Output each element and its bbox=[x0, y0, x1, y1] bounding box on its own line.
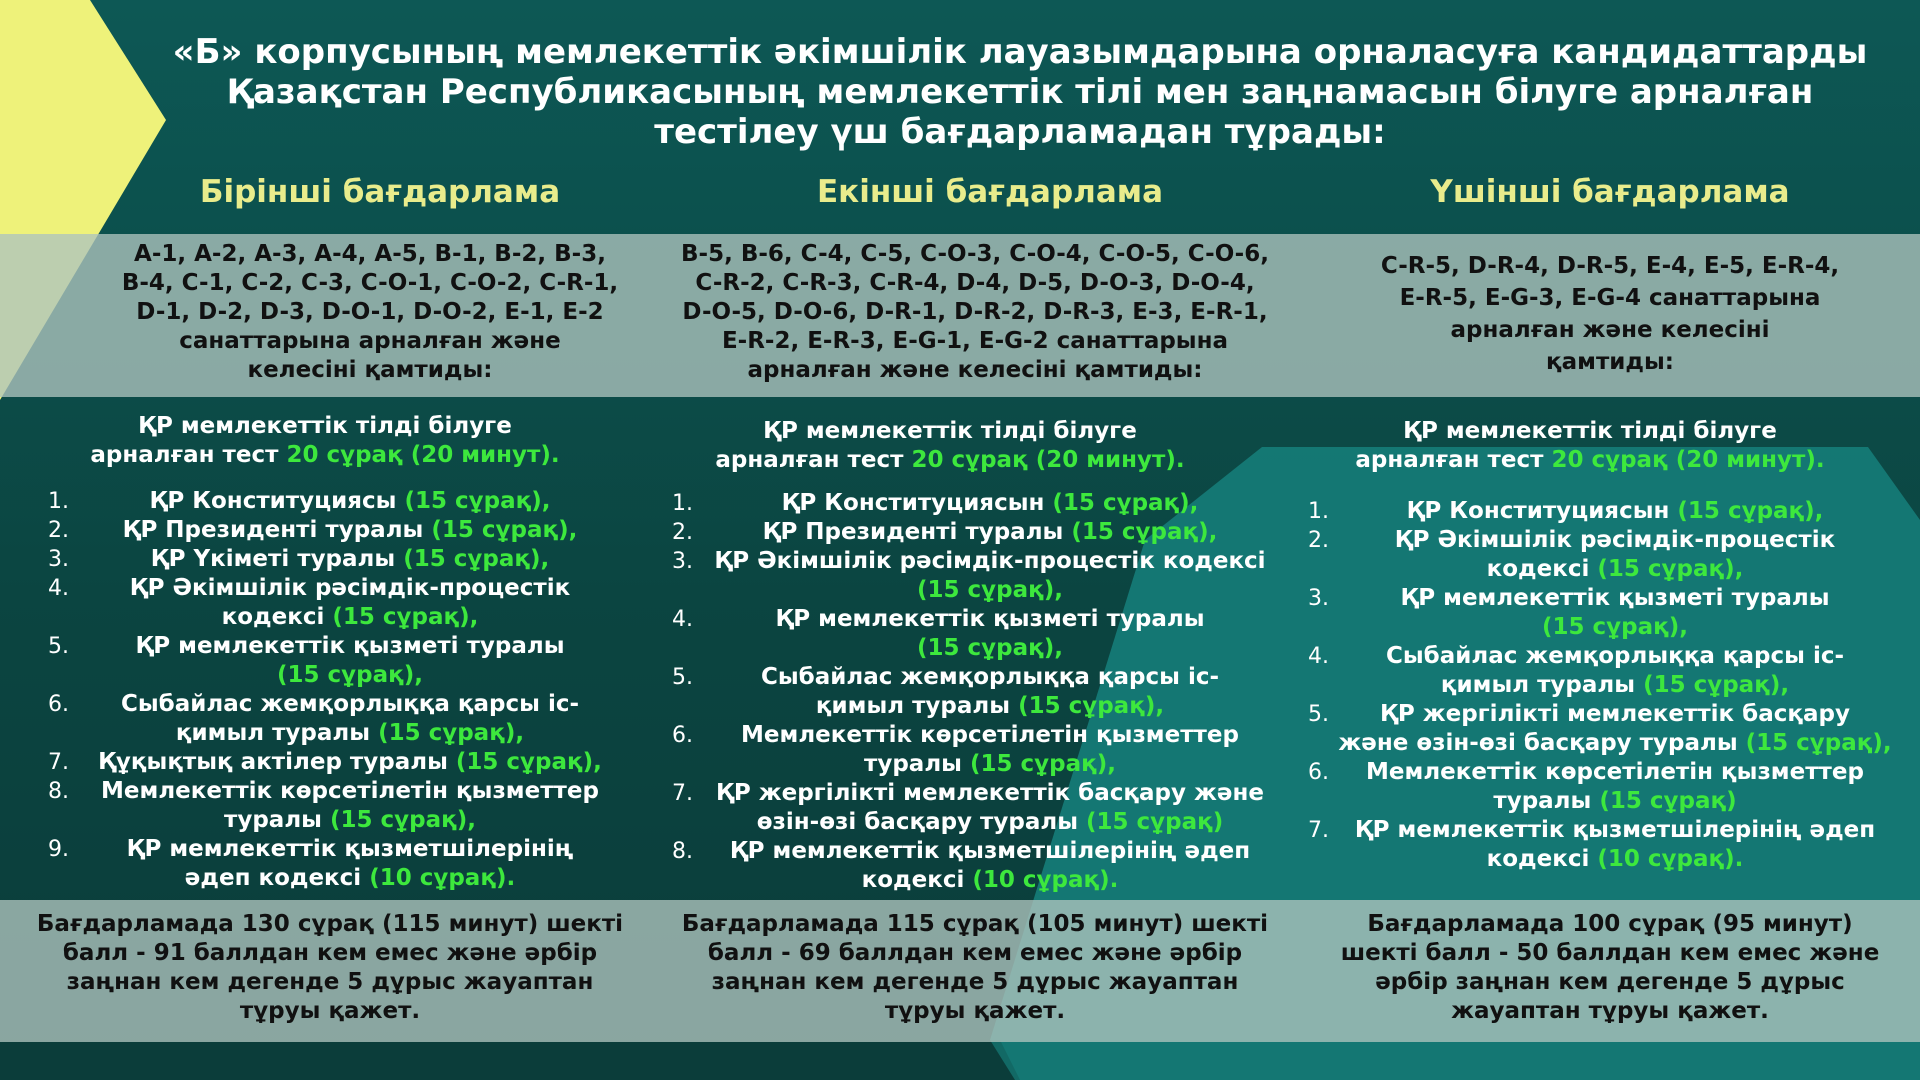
list-item bbox=[70, 545, 630, 574]
title-line-2: Қазақстан Республикасының мемлекеттік тілі мен заңнамасын білуге арналған bbox=[226, 72, 1814, 112]
list-item-number: 9. bbox=[48, 837, 69, 862]
list-item-line bbox=[1330, 613, 1900, 642]
category-line: A-1, A-2, A-3, A-4, A-5, B-1, B-2, B-3, bbox=[134, 241, 606, 267]
category-line: қамтиды: bbox=[1546, 349, 1674, 375]
question-count: (15 сұрақ), bbox=[324, 604, 479, 630]
footer-line: тұруы қажет. bbox=[239, 998, 421, 1024]
list-item-number: 8. bbox=[672, 839, 693, 864]
list-item-line bbox=[70, 632, 630, 661]
question-count: (10 сұрақ). bbox=[361, 865, 516, 891]
title-line-3: тестілеу үш бағдарламадан тұрады: bbox=[654, 112, 1386, 152]
list-item-line bbox=[70, 603, 630, 632]
list-item-line bbox=[70, 835, 630, 864]
category-line: E-R-2, E-R-3, E-G-1, E-G-2 санаттарына bbox=[721, 328, 1229, 354]
list-item-line bbox=[70, 748, 630, 777]
list-item bbox=[70, 516, 630, 545]
list-item bbox=[70, 574, 630, 632]
list-item-text: қимыл туралы bbox=[815, 693, 1011, 719]
question-count: (15 сұрақ), bbox=[423, 517, 578, 543]
list-item bbox=[1330, 497, 1900, 526]
list-item-text: әдеп кодексі bbox=[184, 865, 362, 891]
list-item-line bbox=[1330, 526, 1900, 555]
list-item-line bbox=[690, 692, 1290, 721]
list-item bbox=[1330, 526, 1900, 584]
footer-line: балл - 69 баллдан кем емес және әрбір bbox=[707, 940, 1243, 966]
list-item-text: өзін-өзі басқару туралы bbox=[756, 809, 1079, 835]
list-item-number: 6. bbox=[48, 692, 69, 717]
list-item bbox=[690, 605, 1290, 663]
list-item-text: ҚР Әкімшілік рәсімдік-процестік bbox=[129, 575, 571, 601]
program-2-categories bbox=[660, 240, 1290, 385]
list-item-text: ҚР Әкімшілік рәсімдік-процестік bbox=[1394, 527, 1836, 553]
intro-text: арналған тест bbox=[90, 442, 279, 468]
list-item-line bbox=[690, 489, 1290, 518]
list-item-line bbox=[70, 719, 630, 748]
list-item-text: Сыбайлас жемқорлыққа қарсы іс- bbox=[1385, 643, 1845, 669]
list-item-text: ҚР Конституциясы bbox=[149, 488, 397, 514]
question-count: (15 сұрақ), bbox=[917, 635, 1063, 661]
list-item-line bbox=[690, 634, 1290, 663]
list-item-number: 8. bbox=[48, 779, 69, 804]
list-item-text: ҚР жергілікті мемлекеттік басқару bbox=[1380, 701, 1850, 727]
list-item-line bbox=[1330, 787, 1900, 816]
intro-text: арналған тест bbox=[715, 447, 904, 473]
list-item bbox=[1330, 584, 1900, 642]
list-item-text: ҚР мемлекеттік қызметшілерінің әдеп bbox=[729, 838, 1251, 864]
question-count: (15 сұрақ), bbox=[395, 546, 550, 572]
list-item-line bbox=[70, 690, 630, 719]
list-item-text: Құқықтық актілер туралы bbox=[98, 749, 448, 775]
list-item bbox=[690, 518, 1290, 547]
list-item-text: ҚР Әкімшілік рәсімдік-процестік кодексі bbox=[714, 548, 1266, 574]
list-item-line bbox=[70, 806, 630, 835]
program-2-heading: Екінші бағдарлама bbox=[816, 174, 1164, 210]
list-item-text: кодексі bbox=[221, 604, 325, 630]
list-item-line bbox=[1330, 555, 1900, 584]
category-line: E-R-5, E-G-3, E-G-4 санаттарына bbox=[1399, 285, 1821, 311]
category-line: C-R-2, C-R-3, C-R-4, D-4, D-5, D-O-3, D-O-4, bbox=[695, 270, 1255, 296]
list-item-line bbox=[1330, 497, 1900, 526]
list-item-number: 4. bbox=[1308, 644, 1329, 669]
list-item bbox=[1330, 700, 1900, 758]
list-item-text: Сыбайлас жемқорлыққа қарсы іс- bbox=[120, 691, 580, 717]
question-count: (10 сұрақ). bbox=[964, 867, 1119, 893]
footer-line: әрбір заңнан кем дегенде 5 дұрыс bbox=[1375, 969, 1845, 995]
question-count: (15 сұрақ), bbox=[277, 662, 423, 688]
program-1-categories bbox=[100, 240, 640, 385]
program-3-footer bbox=[1320, 910, 1900, 1026]
list-item bbox=[690, 837, 1290, 895]
list-item-line bbox=[1330, 758, 1900, 787]
list-item-line bbox=[1330, 816, 1900, 845]
list-item bbox=[690, 547, 1290, 605]
question-count: (15 сұрақ), bbox=[1669, 498, 1824, 524]
list-item-text: қимыл туралы bbox=[175, 720, 371, 746]
list-item-text: Мемлекеттік көрсетілетін қызметтер bbox=[1366, 759, 1864, 785]
footer-line: заңнан кем дегенде 5 дұрыс жауаптан bbox=[711, 969, 1239, 995]
question-count: (15 сұрақ), bbox=[961, 751, 1116, 777]
list-item-line bbox=[690, 576, 1290, 605]
program-2-intro bbox=[680, 417, 1220, 475]
list-item bbox=[70, 690, 630, 748]
list-item-text: және өзін-өзі басқару туралы bbox=[1338, 730, 1738, 756]
list-item-text: ҚР жергілікті мемлекеттік басқару және bbox=[716, 780, 1264, 806]
list-item-line bbox=[1330, 671, 1900, 700]
list-item-line bbox=[70, 661, 630, 690]
intro-line bbox=[60, 441, 590, 470]
intro-duration: 20 сұрақ (20 минут). bbox=[903, 447, 1185, 473]
question-count: (15 сұрақ), bbox=[370, 720, 525, 746]
question-count: (15 сұрақ) bbox=[1078, 809, 1224, 835]
list-item-number: 7. bbox=[672, 781, 693, 806]
question-count: (15 сұрақ), bbox=[1063, 519, 1218, 545]
question-count: (15 сұрақ), bbox=[1589, 556, 1744, 582]
list-item-line bbox=[70, 545, 630, 574]
list-item bbox=[1330, 816, 1900, 874]
list-item bbox=[70, 835, 630, 893]
list-item bbox=[1330, 642, 1900, 700]
program-3-heading: Үшінші бағдарлама bbox=[1430, 174, 1790, 210]
list-item-number: 1. bbox=[672, 491, 693, 516]
program-3-categories bbox=[1330, 250, 1890, 378]
question-count: (15 сұрақ), bbox=[1737, 730, 1892, 756]
list-item-line bbox=[690, 518, 1290, 547]
page-title bbox=[170, 32, 1870, 152]
list-item-text: ҚР Үкіметі туралы bbox=[150, 546, 396, 572]
intro-line: ҚР мемлекеттік тілді білуге bbox=[763, 418, 1137, 444]
question-count: (10 сұрақ). bbox=[1589, 846, 1744, 872]
program-1-intro bbox=[60, 412, 590, 470]
list-item-line bbox=[690, 750, 1290, 779]
category-line: C-R-5, D-R-4, D-R-5, E-4, E-5, E-R-4, bbox=[1380, 253, 1840, 279]
list-item bbox=[690, 721, 1290, 779]
list-item-number: 2. bbox=[1308, 528, 1329, 553]
list-item-number: 3. bbox=[672, 549, 693, 574]
question-count: (15 сұрақ), bbox=[917, 577, 1063, 603]
footer-line: шекті балл - 50 баллдан кем емес және bbox=[1340, 940, 1880, 966]
intro-text: арналған тест bbox=[1355, 447, 1544, 473]
list-item-number: 4. bbox=[672, 607, 693, 632]
list-item-line bbox=[1330, 700, 1900, 729]
list-item-line bbox=[690, 605, 1290, 634]
list-item-text: ҚР мемлекеттік қызметі туралы bbox=[775, 606, 1205, 632]
question-count: (15 сұрақ), bbox=[396, 488, 551, 514]
list-item-text: туралы bbox=[864, 751, 962, 777]
list-item-number: 1. bbox=[1308, 499, 1329, 524]
question-count: (15 сұрақ) bbox=[1591, 788, 1737, 814]
list-item-number: 7. bbox=[1308, 818, 1329, 843]
list-item-number: 5. bbox=[48, 634, 69, 659]
program-1-footer bbox=[20, 910, 640, 1026]
list-item-text: Мемлекеттік көрсетілетін қызметтер bbox=[741, 722, 1239, 748]
intro-line: ҚР мемлекеттік тілді білуге bbox=[138, 413, 512, 439]
category-line: арналған және келесіні қамтиды: bbox=[747, 357, 1203, 383]
list-item-line bbox=[1330, 729, 1900, 758]
list-item-number: 2. bbox=[672, 520, 693, 545]
list-item-number: 5. bbox=[672, 665, 693, 690]
list-item-number: 4. bbox=[48, 576, 69, 601]
list-item-line bbox=[690, 837, 1290, 866]
list-item-line bbox=[1330, 845, 1900, 874]
intro-duration: 20 сұрақ (20 минут). bbox=[1543, 447, 1825, 473]
intro-line bbox=[680, 446, 1220, 475]
list-item-text: ҚР мемлекеттік қызметшілерінің bbox=[126, 836, 574, 862]
intro-duration: 20 сұрақ (20 минут). bbox=[278, 442, 560, 468]
footer-line: Бағдарламада 130 сұрақ (115 минут) шекті bbox=[36, 911, 624, 937]
list-item-line bbox=[70, 574, 630, 603]
list-item-number: 7. bbox=[48, 750, 69, 775]
category-line: B-5, B-6, C-4, C-5, C-O-3, C-O-4, C-O-5, C-O-6, bbox=[681, 241, 1269, 267]
list-item-line bbox=[1330, 642, 1900, 671]
list-item-text: кодексі bbox=[861, 867, 965, 893]
list-item-text: ҚР мемлекеттік қызметшілерінің әдеп bbox=[1354, 817, 1876, 843]
list-item-line bbox=[70, 777, 630, 806]
list-item-line bbox=[690, 866, 1290, 895]
list-item-number: 5. bbox=[1308, 702, 1329, 727]
program-2-footer bbox=[660, 910, 1290, 1026]
program-1-heading: Бірінші бағдарлама bbox=[199, 174, 561, 210]
list-item-text: кодексі bbox=[1486, 846, 1590, 872]
footer-line: Бағдарламада 115 сұрақ (105 минут) шекті bbox=[681, 911, 1269, 937]
intro-line: ҚР мемлекеттік тілді білуге bbox=[1403, 418, 1777, 444]
list-item-number: 6. bbox=[672, 723, 693, 748]
list-item-line bbox=[70, 516, 630, 545]
list-item-line bbox=[70, 487, 630, 516]
list-item-line bbox=[690, 779, 1290, 808]
list-item-line bbox=[690, 663, 1290, 692]
list-item-number: 6. bbox=[1308, 760, 1329, 785]
question-count: (15 сұрақ), bbox=[321, 807, 476, 833]
question-count: (15 сұрақ), bbox=[1044, 490, 1199, 516]
category-line: D-1, D-2, D-3, D-O-1, D-O-2, E-1, E-2 bbox=[136, 299, 604, 325]
list-item bbox=[690, 489, 1290, 518]
list-item-text: Мемлекеттік көрсетілетін қызметтер bbox=[101, 778, 599, 804]
list-item bbox=[70, 748, 630, 777]
category-line: D-O-5, D-O-6, D-R-1, D-R-2, D-R-3, E-3, E-R-1, bbox=[682, 299, 1268, 325]
footer-line: заңнан кем дегенде 5 дұрыс жауаптан bbox=[66, 969, 594, 995]
list-item-number: 3. bbox=[48, 547, 69, 572]
list-item-text: ҚР Конституциясын bbox=[1406, 498, 1670, 524]
question-count: (15 сұрақ), bbox=[1010, 693, 1165, 719]
footer-line: тұруы қажет. bbox=[884, 998, 1066, 1024]
footer-line: жауаптан тұруы қажет. bbox=[1451, 998, 1769, 1024]
list-item-number: 1. bbox=[48, 489, 69, 514]
intro-line bbox=[1320, 446, 1860, 475]
program-3-intro bbox=[1320, 417, 1860, 475]
list-item-line bbox=[690, 547, 1290, 576]
footer-line: Бағдарламада 100 сұрақ (95 минут) bbox=[1367, 911, 1853, 937]
list-item-line bbox=[1330, 584, 1900, 613]
category-line: келесіні қамтиды: bbox=[247, 357, 493, 383]
question-count: (15 сұрақ), bbox=[1542, 614, 1688, 640]
list-item-text: ҚР Конституциясын bbox=[781, 490, 1045, 516]
title-line-1: «Б» корпусының мемлекеттік әкімшілік лауазымдарына орналасуға кандидаттарды bbox=[172, 32, 1868, 72]
list-item-text: кодексі bbox=[1486, 556, 1590, 582]
list-item-text: ҚР Президенті туралы bbox=[122, 517, 424, 543]
list-item bbox=[690, 779, 1290, 837]
list-item bbox=[70, 487, 630, 516]
list-item bbox=[1330, 758, 1900, 816]
list-item-line bbox=[690, 721, 1290, 750]
list-item-text: ҚР мемлекеттік қызметі туралы bbox=[1400, 585, 1830, 611]
list-item-line bbox=[690, 808, 1290, 837]
list-item-number: 3. bbox=[1308, 586, 1329, 611]
category-line: санаттарына арналған және bbox=[179, 328, 561, 354]
list-item-text: Сыбайлас жемқорлыққа қарсы іс- bbox=[760, 664, 1220, 690]
question-count: (15 сұрақ), bbox=[1635, 672, 1790, 698]
list-item-text: туралы bbox=[1493, 788, 1592, 814]
category-line: арналған және келесіні bbox=[1450, 317, 1770, 343]
list-item-text: ҚР Президенті туралы bbox=[762, 519, 1064, 545]
list-item-text: туралы bbox=[224, 807, 322, 833]
question-count: (15 сұрақ), bbox=[447, 749, 602, 775]
list-item bbox=[690, 663, 1290, 721]
list-item-text: ҚР мемлекеттік қызметі туралы bbox=[135, 633, 565, 659]
list-item-text: қимыл туралы bbox=[1440, 672, 1636, 698]
list-item-line bbox=[70, 864, 630, 893]
list-item-number: 2. bbox=[48, 518, 69, 543]
footer-line: балл - 91 баллдан кем емес және әрбір bbox=[62, 940, 598, 966]
list-item bbox=[70, 777, 630, 835]
list-item bbox=[70, 632, 630, 690]
category-line: B-4, C-1, C-2, C-3, C-O-1, C-O-2, C-R-1, bbox=[121, 270, 619, 296]
